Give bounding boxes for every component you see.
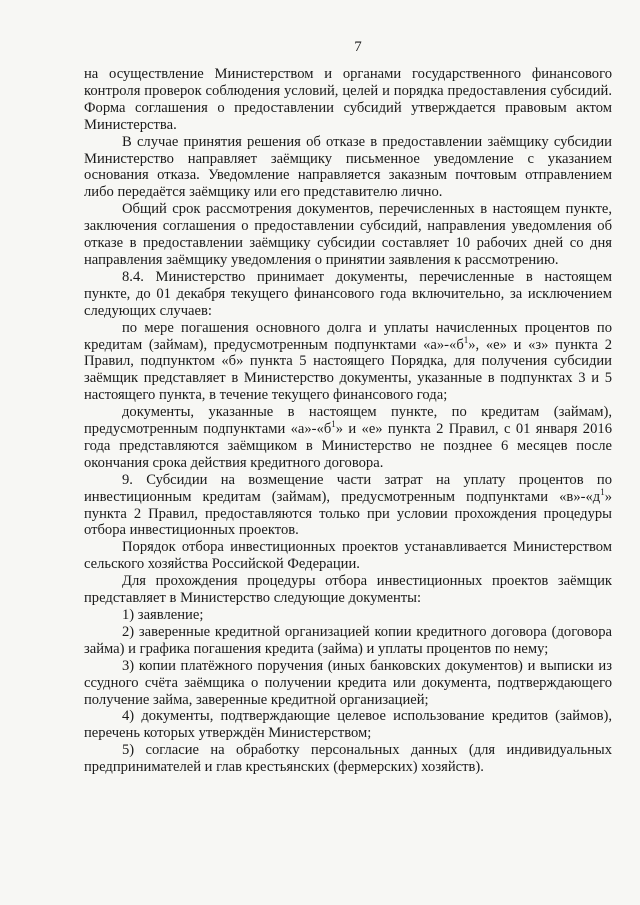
paragraph-text: 9. Субсидии на возмещение части затрат на уплату процентов по инвестиционным кредитам (займам), предусмотренным подпунктами «в»-«д	[84, 471, 612, 505]
paragraph	[84, 624, 612, 658]
paragraph-text: 1) заявление;	[122, 607, 204, 623]
paragraph	[84, 472, 612, 540]
paragraph-text: Порядок отбора инвестиционных проектов устанавливается Министерством сельского хозяйства Российской Федерации.	[84, 539, 612, 573]
page-number: 7	[354, 39, 362, 55]
paragraph	[84, 708, 612, 742]
paragraph-text: 2) заверенные кредитной организацией копии кредитного договора (договора займа) и графика погашения кредита (займа) и уплаты процентов по нему;	[84, 623, 612, 657]
paragraph	[84, 320, 612, 405]
paragraph	[84, 539, 612, 573]
paragraph	[84, 404, 612, 472]
paragraph	[84, 742, 612, 776]
superscript: 1	[331, 419, 336, 430]
paragraph	[84, 658, 612, 709]
superscript: 1	[600, 486, 605, 497]
paragraph	[84, 201, 612, 269]
paragraph-text: на осуществление Министерством и органами государственного финансового контроля проверок соблюдения условий, целей и порядка предоставления субсидий. Форма соглашения о предоставлении субсидий утверждается правовым актом Министерства.	[84, 66, 612, 133]
paragraph-text: » пункта 2 Правил, предоставляются только при условии прохождения процедуры отбора инвестиционных проектов.	[84, 488, 612, 539]
paragraph	[84, 134, 612, 202]
superscript: 1	[463, 334, 469, 345]
paragraph-text: Общий срок рассмотрения документов, перечисленных в настоящем пункте, заключения соглашения о предоставлении субсидий, направления уведомления об отказе в предоставлении заёмщику субсидии составляет 10 рабочих дней со дня направления заёмщику уведомления о принятии заявления к рассмотрению.	[84, 201, 612, 268]
document-body	[84, 66, 612, 776]
paragraph	[84, 269, 612, 320]
paragraph-text: 5) согласие на обработку персональных данных (для индивидуальных предпринимателей и глав крестьянских (фермерских) хозяйств).	[84, 742, 612, 776]
paragraph	[84, 607, 612, 624]
paragraph-text: по мере погашения основного долга и уплаты начисленных процентов по кредитам (займам), предусмотренным подпунктами «а»-«б	[84, 319, 612, 353]
paragraph-text: документы, указанные в настоящем пункте, по кредитам (займам), предусмотренным подпунктами «а»-«б	[84, 404, 612, 438]
paragraph-text: В случае принятия решения об отказе в предоставлении заёмщику субсидии Министерство направляет заёмщику письменное уведомление с указанием основания отказа. Уведомление направляется заказным почтовым отправлением либо передаётся заёмщику или его представителю лично.	[84, 133, 612, 201]
paragraph-text: 8.4. Министерство принимает документы, перечисленные в настоящем пункте, до 01 декабря текущего финансового года включительно, за исключением следующих случаев:	[84, 268, 612, 319]
paragraph-text: 3) копии платёжного поручения (иных банковских документов) и выписки из ссудного счёта заёмщика о получении кредита или документа, подтверждающего получение займа, заверенные кредитной организацией;	[84, 657, 612, 708]
paragraph-text: », «е» и «з» пункта 2 Правил, подпунктом «б» пункта 5 настоящего Порядка, для получения субсидии заёмщик представляет в Министерство документы, указанные в подпунктах 3 и 5 настоящего пункта, в течение текущего финансового года;	[84, 336, 612, 404]
paragraph-text: » и «е» пункта 2 Правил, с 01 января 2016 года представляются заёмщиком в Министерство не позднее 6 месяцев после окончания срока действия кредитного договора.	[84, 421, 612, 471]
paragraph	[84, 66, 612, 134]
paragraph	[84, 573, 612, 607]
paragraph-text: 4) документы, подтверждающие целевое использование кредитов (займов), перечень которых утверждён Министерством;	[84, 708, 612, 742]
paragraph-text: Для прохождения процедуры отбора инвестиционных проектов заёмщик представляет в Министерство следующие документы:	[84, 573, 612, 607]
